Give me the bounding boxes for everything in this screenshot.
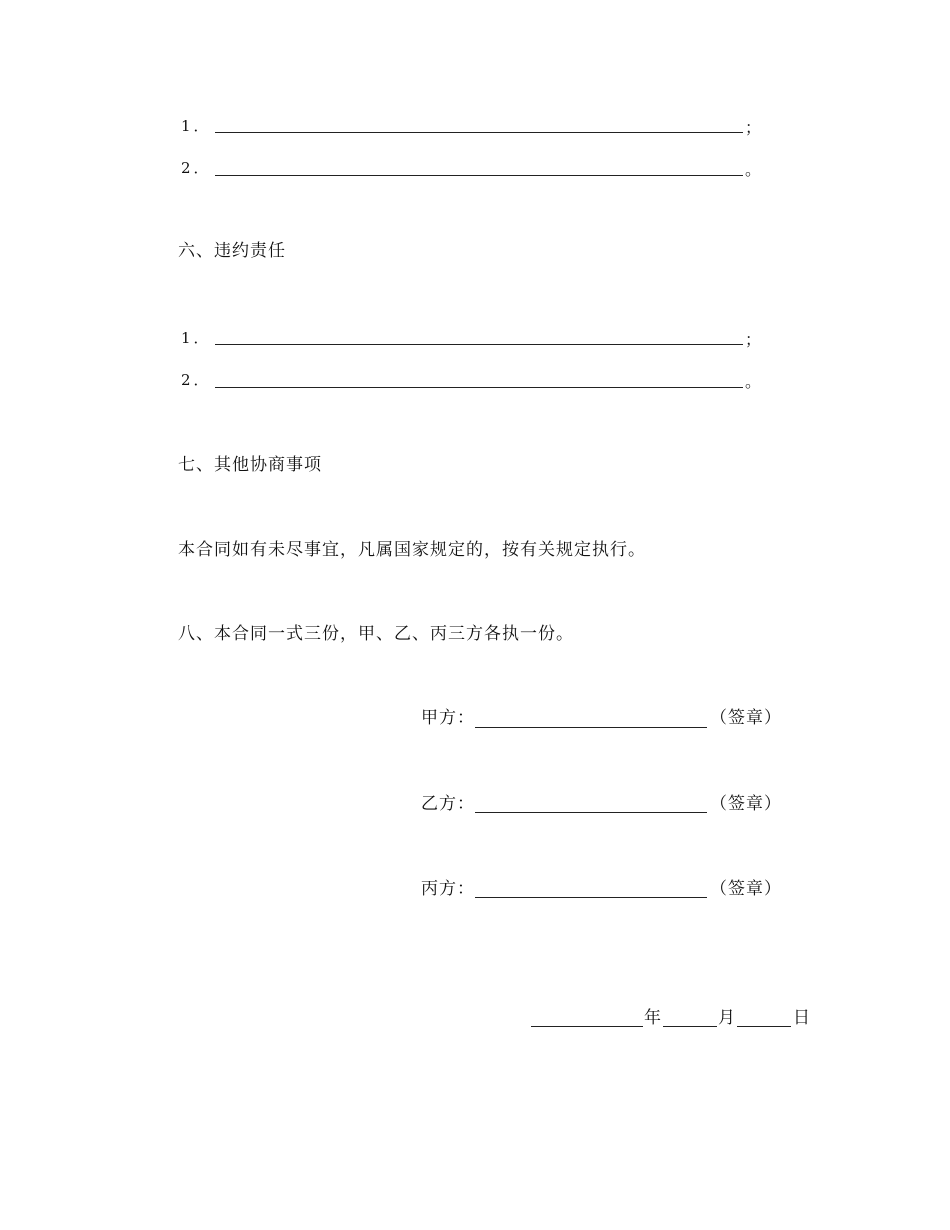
party-label: 甲方： [421, 708, 475, 728]
signature-blank[interactable] [475, 897, 707, 898]
seal-label: （签章） [710, 879, 782, 899]
fill-in-blank[interactable] [215, 175, 743, 176]
section7-heading: 七、其他协商事项 [178, 455, 322, 475]
day-blank[interactable] [737, 1026, 791, 1027]
fill-in-blank[interactable] [215, 344, 743, 345]
day-label: 日 [793, 1008, 811, 1028]
year-blank[interactable] [531, 1026, 643, 1027]
section6-heading: 六、违约责任 [178, 241, 286, 261]
month-blank[interactable] [663, 1026, 717, 1027]
month-label: 月 [718, 1008, 736, 1028]
item-end-punct: 。 [745, 372, 762, 391]
signature-blank[interactable] [475, 727, 707, 728]
item-number: 1． [181, 329, 212, 347]
seal-label: （签章） [710, 794, 782, 814]
item-number: 2． [181, 159, 212, 177]
item-end-punct: ； [745, 330, 762, 349]
item-end-punct: ； [745, 118, 762, 137]
item-number: 2． [181, 371, 212, 389]
fill-in-blank[interactable] [215, 387, 743, 388]
seal-label: （签章） [710, 708, 782, 728]
signature-blank[interactable] [475, 812, 707, 813]
item-end-punct: 。 [745, 160, 762, 179]
section7-text: 本合同如有未尽事宜，凡属国家规定的，按有关规定执行。 [178, 540, 646, 560]
party-label: 丙方： [421, 879, 475, 899]
item-number: 1． [181, 117, 212, 135]
party-label: 乙方： [421, 794, 475, 814]
fill-in-blank[interactable] [215, 132, 743, 133]
section8-text: 八、本合同一式三份，甲、乙、丙三方各执一份。 [178, 624, 574, 644]
year-label: 年 [644, 1008, 662, 1028]
